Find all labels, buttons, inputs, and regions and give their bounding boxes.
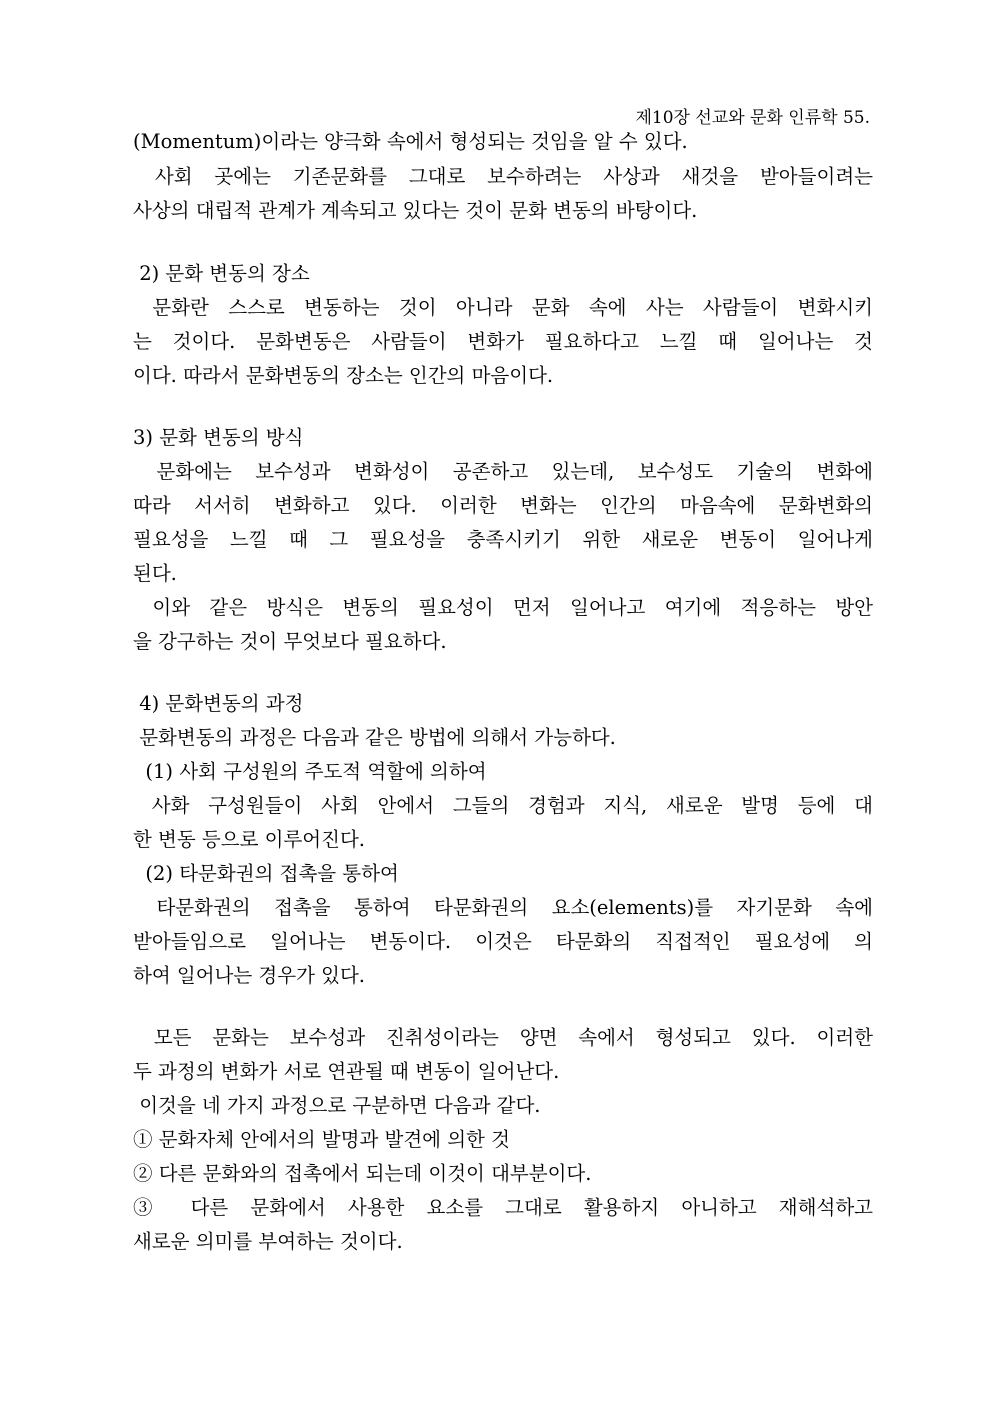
text-line: 사화 구성원들이 사회 안에서 그들의 경험과 지식, 새로운 발명 등에 대 — [133, 794, 873, 817]
text-line: (Momentum)이라는 양극화 속에서 형성되는 것임을 알 수 있다. — [133, 130, 688, 153]
text-line: 을 강구하는 것이 무엇보다 필요하다. — [133, 630, 447, 653]
text-line: 새로운 의미를 부여하는 것이다. — [133, 1230, 403, 1253]
text-line: 필요성을 느낄 때 그 필요성을 충족시키기 위한 새로운 변동이 일어나게 — [133, 528, 873, 551]
text-line: 문화에는 보수성과 변화성이 공존하고 있는데, 보수성도 기술의 변화에 — [133, 460, 873, 483]
text-line: ① 문화자체 안에서의 발명과 발견에 의한 것 — [133, 1128, 510, 1151]
text-line: 2) 문화 변동의 장소 — [133, 262, 310, 285]
text-line: 사회 곳에는 기존문화를 그대로 보수하려는 사상과 새것을 받아들이려는 — [133, 165, 873, 188]
text-line: 문화변동의 과정은 다음과 같은 방법에 의해서 가능하다. — [133, 726, 616, 749]
text-line: ② 다른 문화와의 접촉에서 되는데 이것이 대부분이다. — [133, 1162, 592, 1185]
running-header: 제10장 선교와 문화 인류학 55. — [635, 108, 870, 128]
text-line: 이와 같은 방식은 변동의 필요성이 먼저 일어나고 여기에 적응하는 방안 — [133, 596, 873, 619]
text-line: 이것을 네 가지 과정으로 구분하면 다음과 같다. — [133, 1094, 541, 1117]
text-line: ③ 다른 문화에서 사용한 요소를 그대로 활용하지 아니하고 재해석하고 — [133, 1196, 873, 1219]
text-line: 타문화권의 접촉을 통하여 타문화권의 요소(elements)를 자기문화 속에 — [133, 896, 873, 919]
text-line: 이다. 따라서 문화변동의 장소는 인간의 마음이다. — [133, 364, 554, 387]
text-line: 한 변동 등으로 이루어진다. — [133, 828, 366, 851]
text-line: 된다. — [133, 562, 177, 585]
text-line: 3) 문화 변동의 방식 — [133, 426, 304, 449]
text-line: 문화란 스스로 변동하는 것이 아니라 문화 속에 사는 사람들이 변화시키 — [133, 296, 873, 319]
text-line: 받아들임으로 일어나는 변동이다. 이것은 타문화의 직접적인 필요성에 의 — [133, 930, 873, 953]
text-line: (2) 타문화권의 접촉을 통하여 — [133, 862, 399, 885]
text-line: 따라 서서히 변화하고 있다. 이러한 변화는 인간의 마음속에 문화변화의 — [133, 494, 873, 517]
text-line: 모든 문화는 보수성과 진취성이라는 양면 속에서 형성되고 있다. 이러한 — [133, 1026, 873, 1049]
text-line: 4) 문화변동의 과정 — [133, 692, 304, 715]
text-line: 두 과정의 변화가 서로 연관될 때 변동이 일어난다. — [133, 1060, 560, 1083]
text-line: 는 것이다. 문화변동은 사람들이 변화가 필요하다고 느낄 때 일어나는 것 — [133, 330, 873, 353]
text-line: (1) 사회 구성원의 주도적 역할에 의하여 — [133, 760, 487, 783]
text-line: 사상의 대립적 관계가 계속되고 있다는 것이 문화 변동의 바탕이다. — [133, 199, 698, 222]
text-line: 하여 일어나는 경우가 있다. — [133, 964, 366, 987]
